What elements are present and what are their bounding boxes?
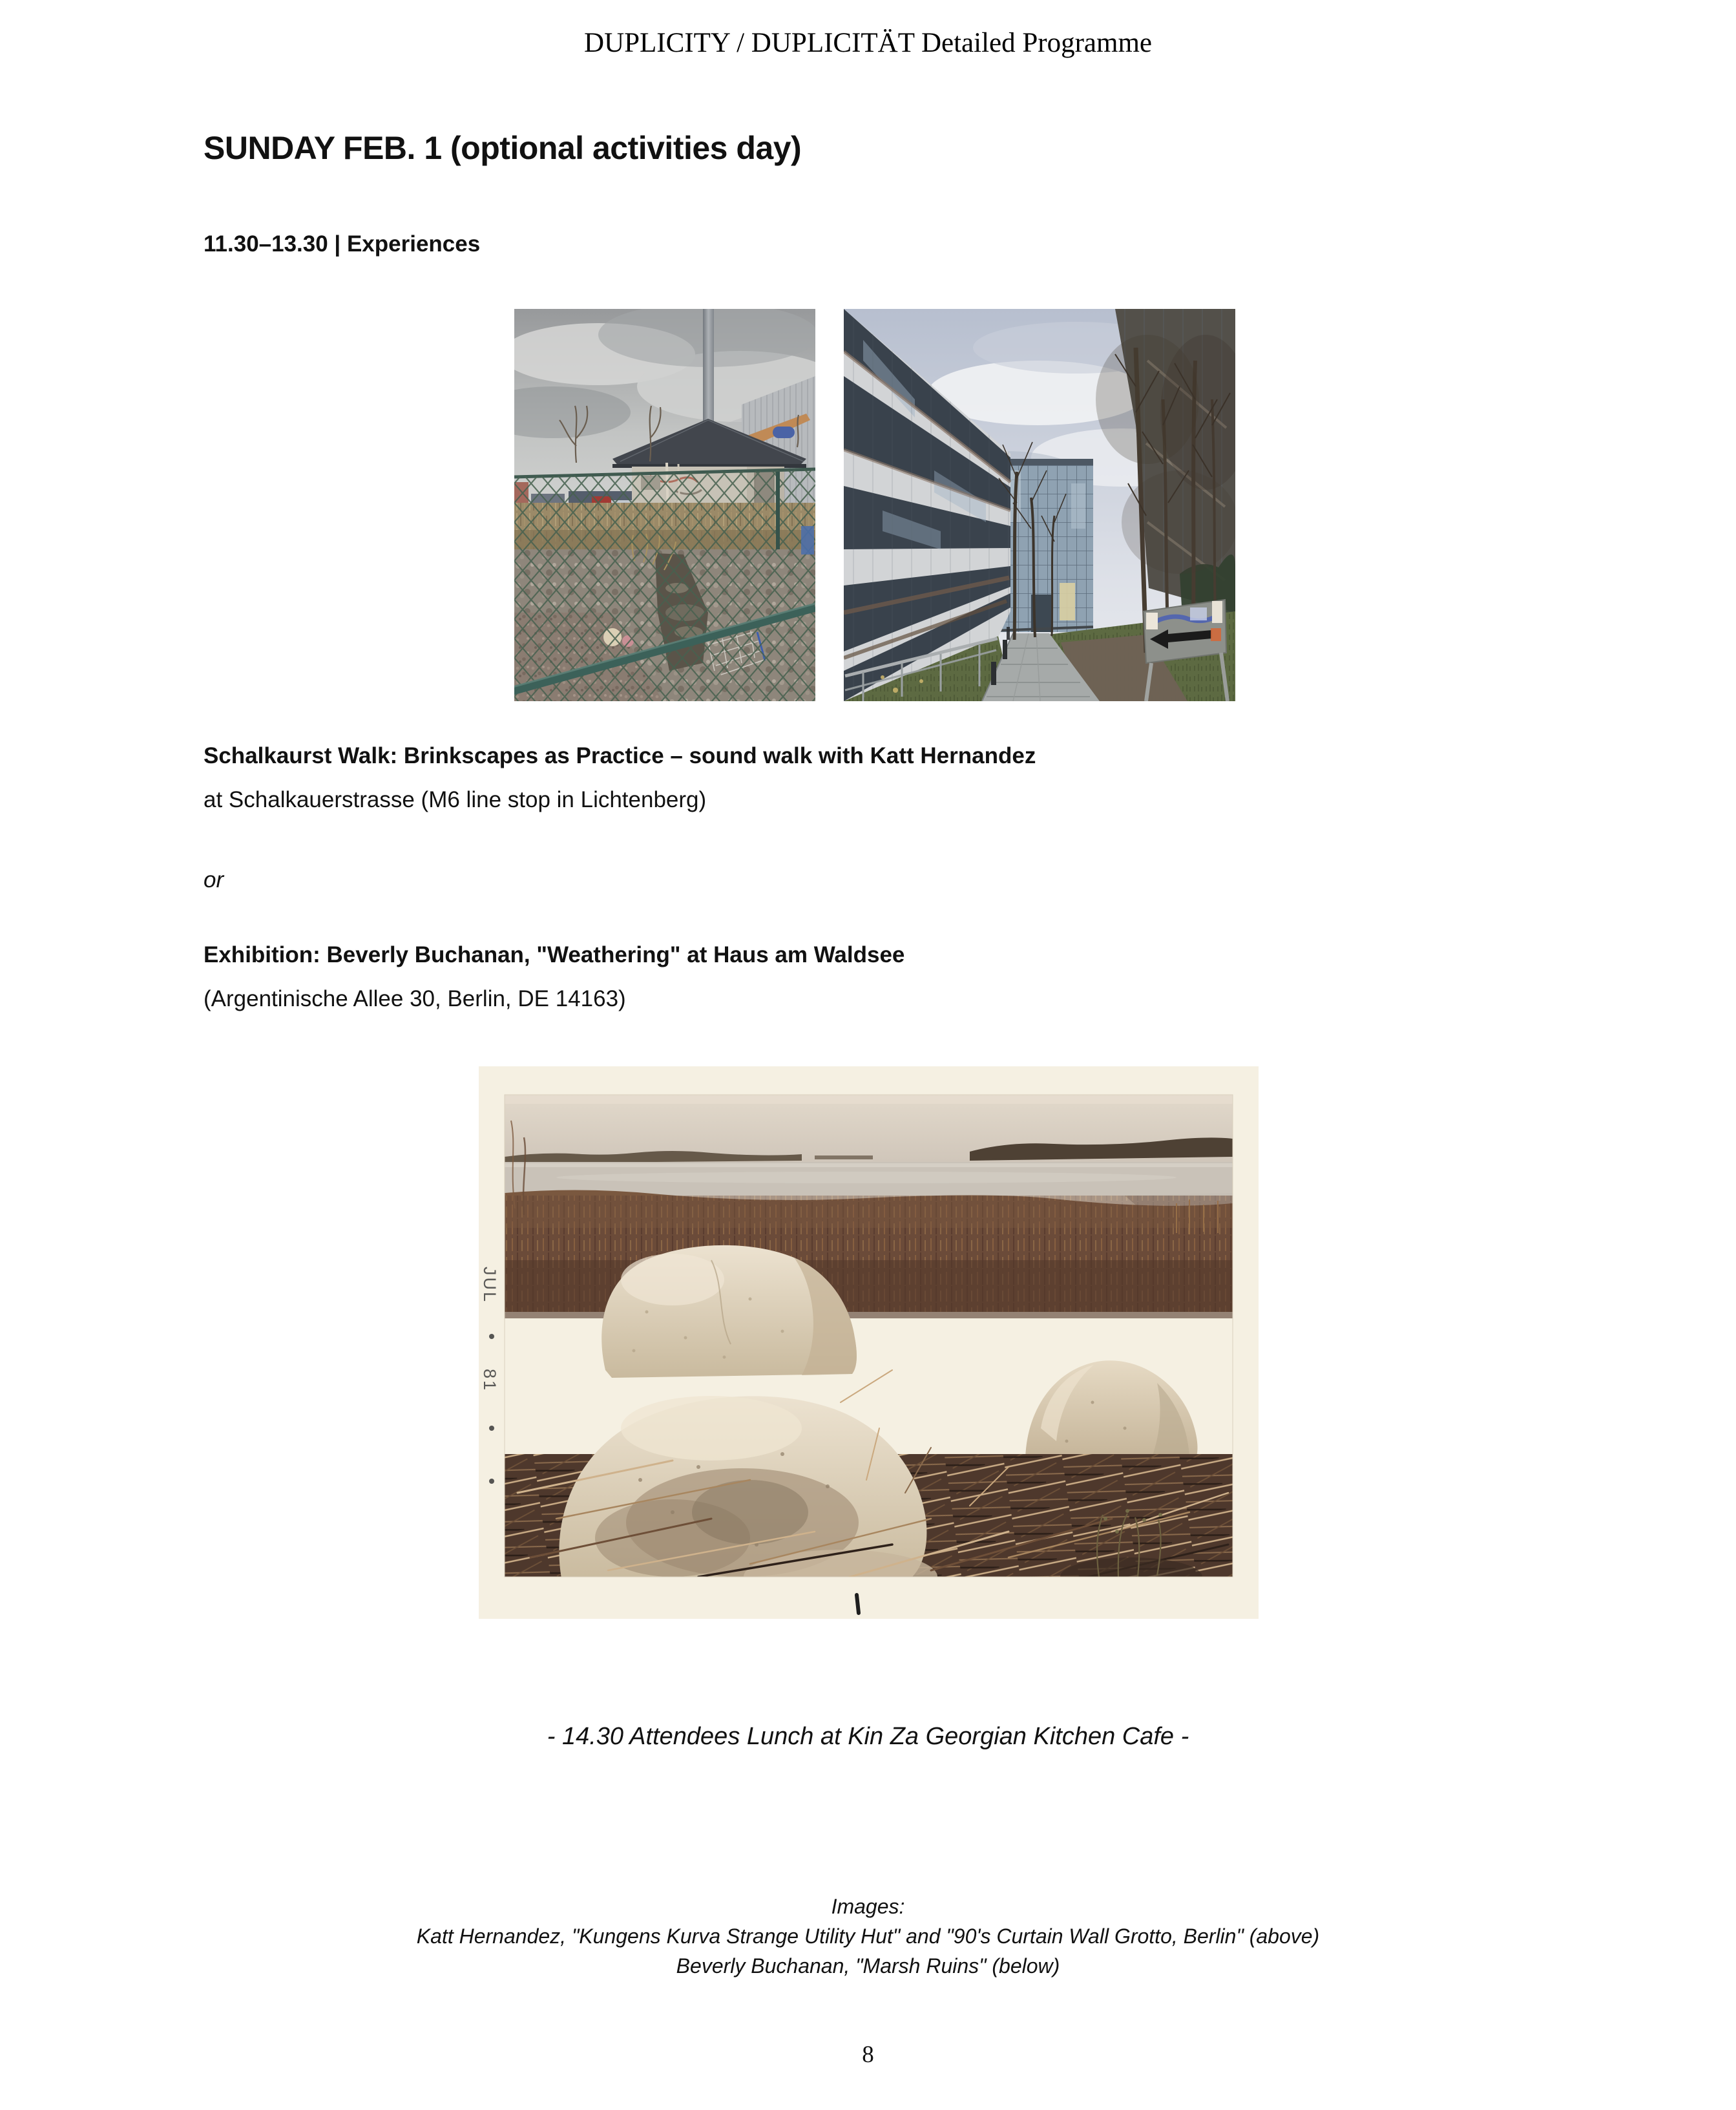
exhibition-activity-location: (Argentinische Allee 30, Berlin, DE 14163) xyxy=(204,986,626,1011)
photo-marsh-ruins xyxy=(479,1066,1259,1619)
page-number: 8 xyxy=(862,2041,874,2068)
photo-curtain-wall-image xyxy=(844,309,1235,701)
photo-utility-hut xyxy=(514,309,815,701)
day-heading: SUNDAY FEB. 1 (optional activities day) xyxy=(204,130,802,166)
photo-curtain-wall-grotto xyxy=(844,309,1235,701)
credits-heading: Images: xyxy=(831,1895,905,1918)
credits-line-below: Beverly Buchanan, "Marsh Ruins" (below) xyxy=(676,1954,1060,1978)
photo-marsh-ruins-image xyxy=(479,1066,1259,1619)
timeslot-heading: 11.30–13.30 | Experiences xyxy=(204,231,481,257)
walk-activity-location: at Schalkauerstrasse (M6 line stop in Lichtenberg) xyxy=(204,787,707,812)
choice-separator: or xyxy=(204,867,224,892)
stamp-year: 81 xyxy=(480,1369,499,1393)
document-header: DUPLICITY / DUPLICITÄT Detailed Programme xyxy=(584,28,1152,58)
photo-utility-hut-image xyxy=(514,309,815,701)
exhibition-activity-title: Exhibition: Beverly Buchanan, "Weathering" at Haus am Waldsee xyxy=(204,942,905,967)
stamp-month: JUL xyxy=(480,1267,499,1304)
credits-line-above: Katt Hernandez, "Kungens Kurva Strange Utility Hut" and "90's Curtain Wall Grotto, Berlin" (above) xyxy=(416,1925,1320,1948)
lunch-note: - 14.30 Attendees Lunch at Kin Za Georgian Kitchen Cafe - xyxy=(547,1723,1189,1750)
walk-activity-title: Schalkaurst Walk: Brinkscapes as Practice – sound walk with Katt Hernandez xyxy=(204,743,1036,768)
